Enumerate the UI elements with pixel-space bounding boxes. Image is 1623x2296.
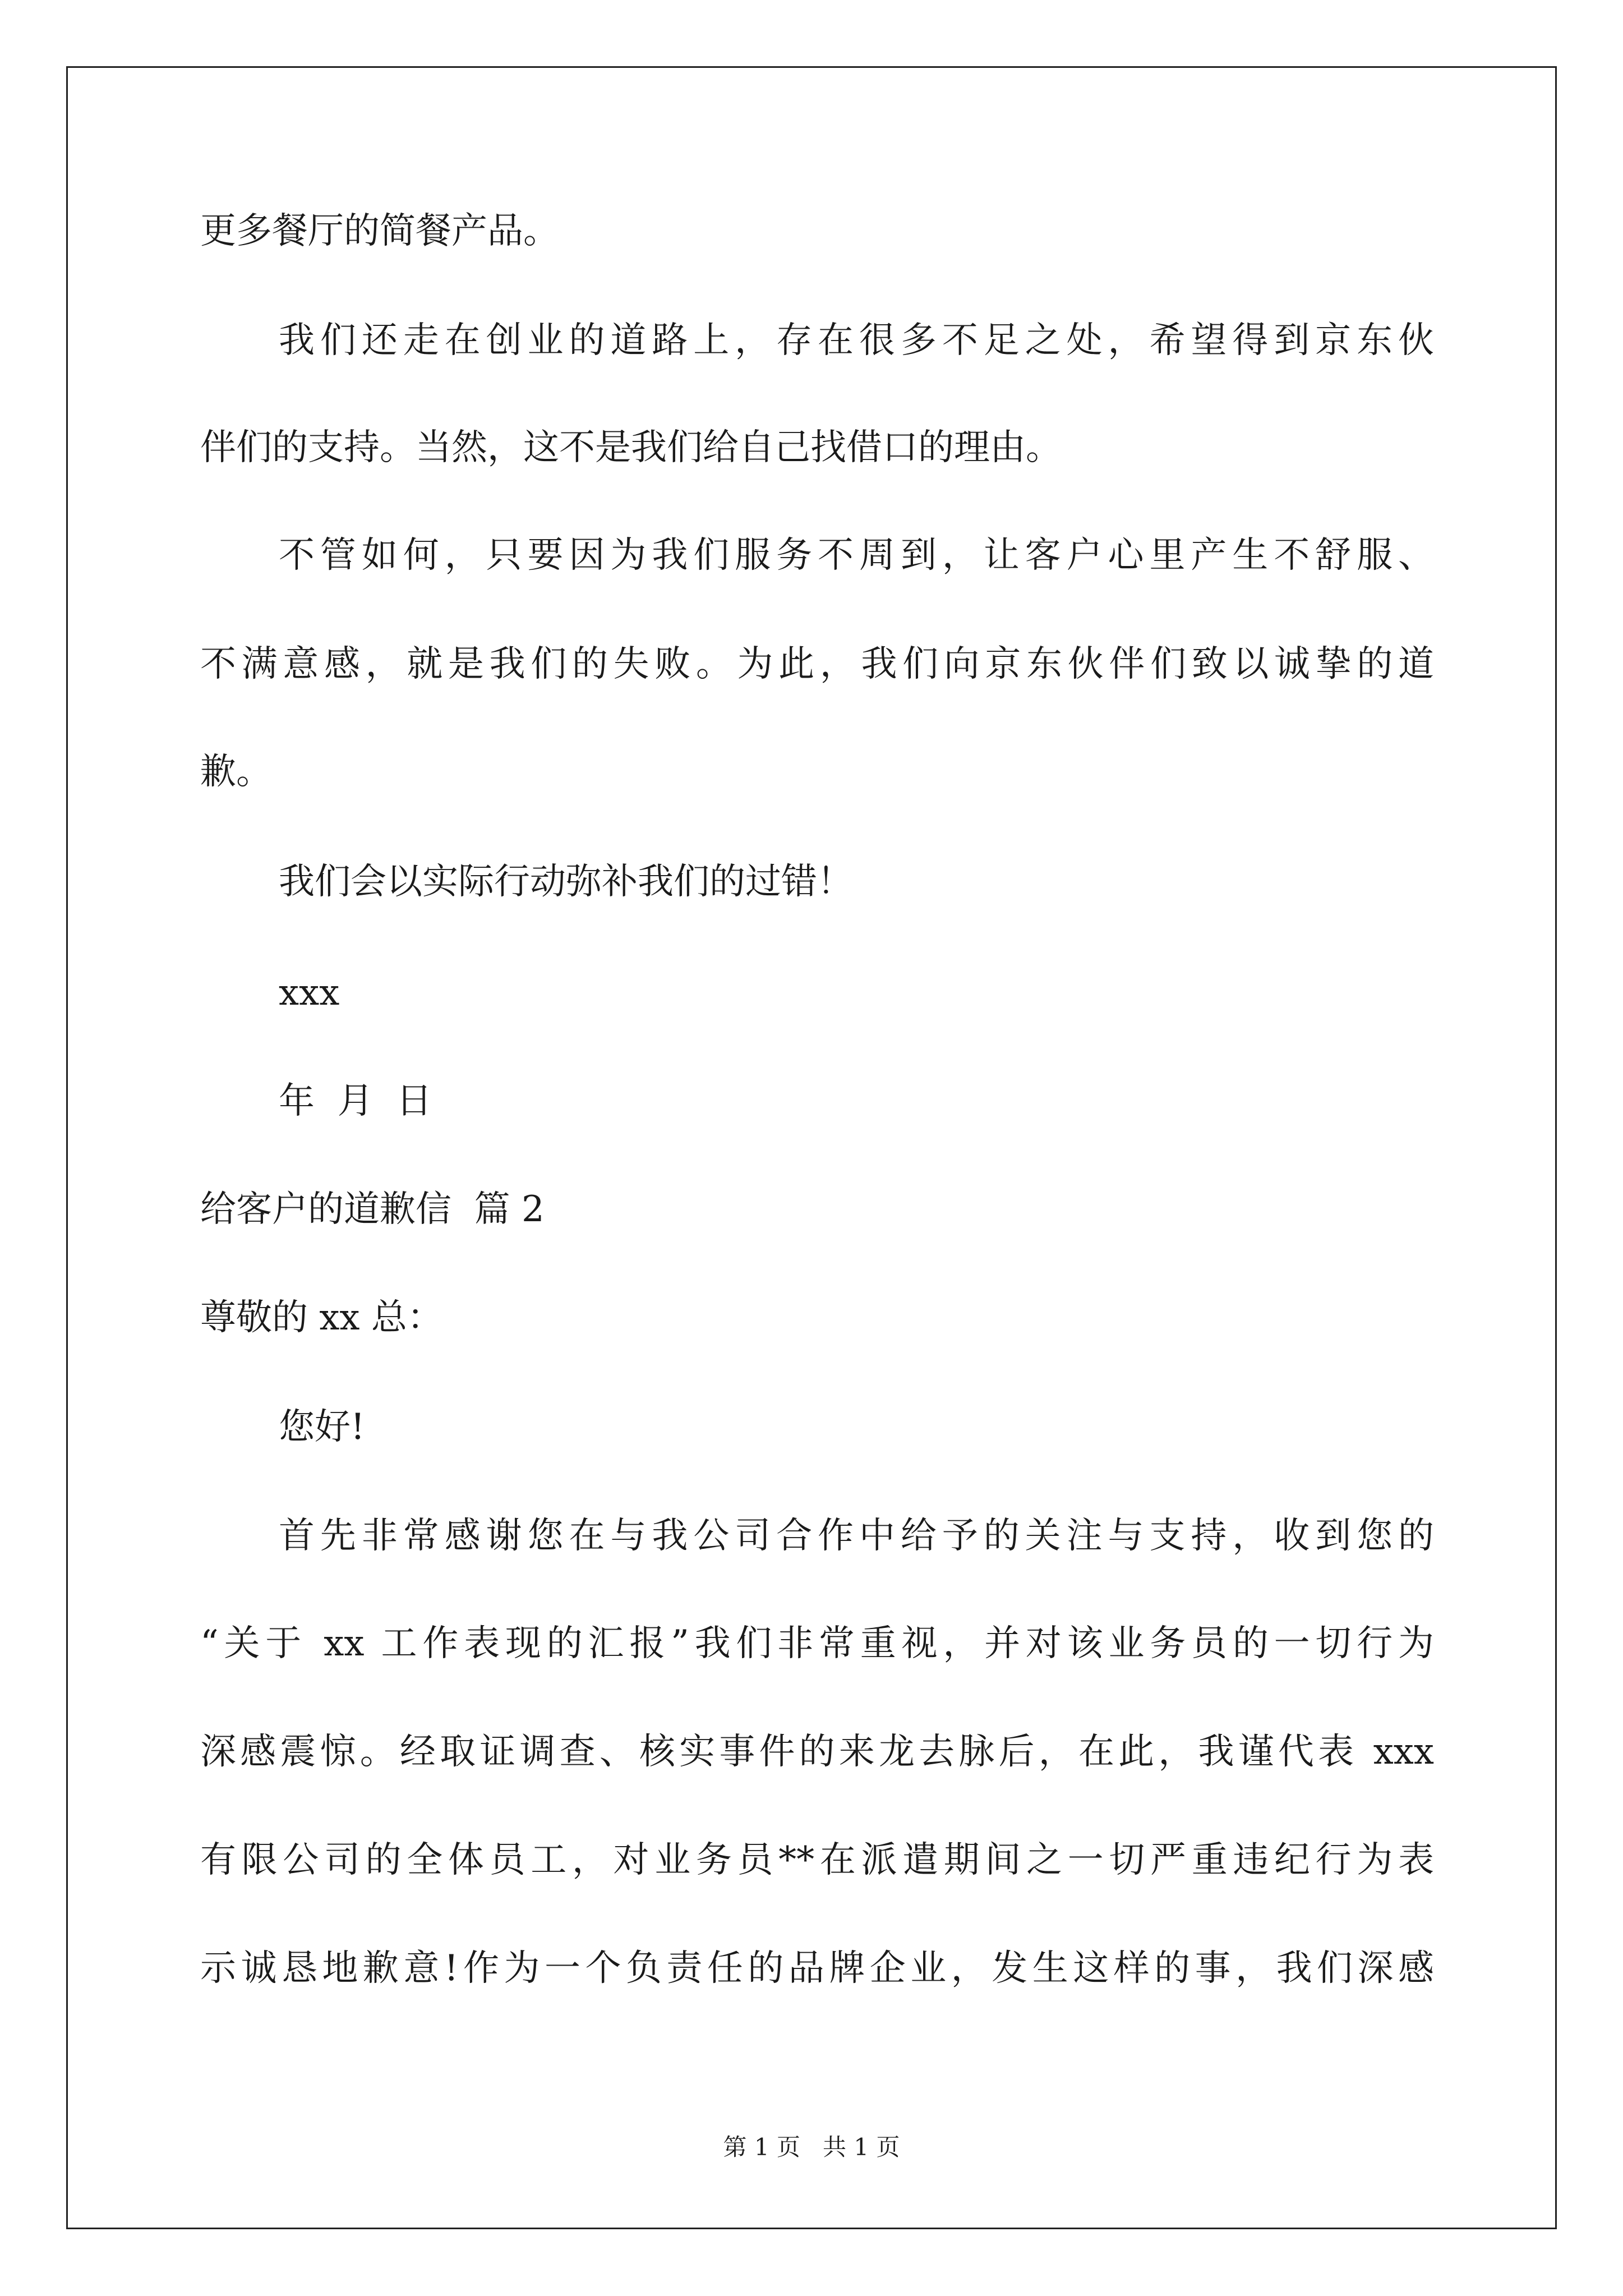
text-line-16: 有限公司的全体员工，对业务员**在派遣期间之一切严重违纪行为表 xyxy=(200,1839,1434,1881)
text-line-13: 首先非常感谢您在与我公司合作中给予的关注与支持，收到您的 xyxy=(279,1515,1434,1557)
signature-date: 年 月 日 xyxy=(279,1080,432,1122)
text-line-7: 我们会以实际行动弥补我们的过错！ xyxy=(279,861,853,903)
page-border xyxy=(66,66,1557,2229)
page-number-footer: 第 1 页 共 1 页 xyxy=(723,2133,900,2161)
text-line-17: 示诚恳地歉意!作为一个负责任的品牌企业，发生这样的事，我们深感 xyxy=(200,1948,1434,1989)
text-line-2: 我们还走在创业的道路上，存在很多不足之处，希望得到京东伙 xyxy=(279,320,1434,361)
greeting: 您好! xyxy=(279,1406,365,1448)
salutation: 尊敬的 xx 总： xyxy=(200,1297,443,1338)
text-line-15: 深感震惊。经取证调查、核实事件的来龙去脉后，在此，我谨代表 xxx xyxy=(200,1731,1434,1773)
text-line-5: 不满意感，就是我们的失败。为此，我们向京东伙伴们致以诚挚的道 xyxy=(200,643,1434,685)
section-heading: 给客户的道歉信 篇 2 xyxy=(200,1189,545,1230)
text-line-4: 不管如何，只要因为我们服务不周到，让客户心里产生不舒服、 xyxy=(279,535,1434,576)
text-line-6: 歉。 xyxy=(200,751,272,793)
signature-name: xxx xyxy=(279,972,340,1014)
text-line-1: 更多餐厅的简餐产品。 xyxy=(200,210,559,252)
text-line-14: “关于 xx 工作表现的汇报”我们非常重视，并对该业务员的一切行为 xyxy=(200,1623,1434,1664)
text-line-3: 伴们的支持。当然，这不是我们给自己找借口的理由。 xyxy=(200,427,1062,468)
